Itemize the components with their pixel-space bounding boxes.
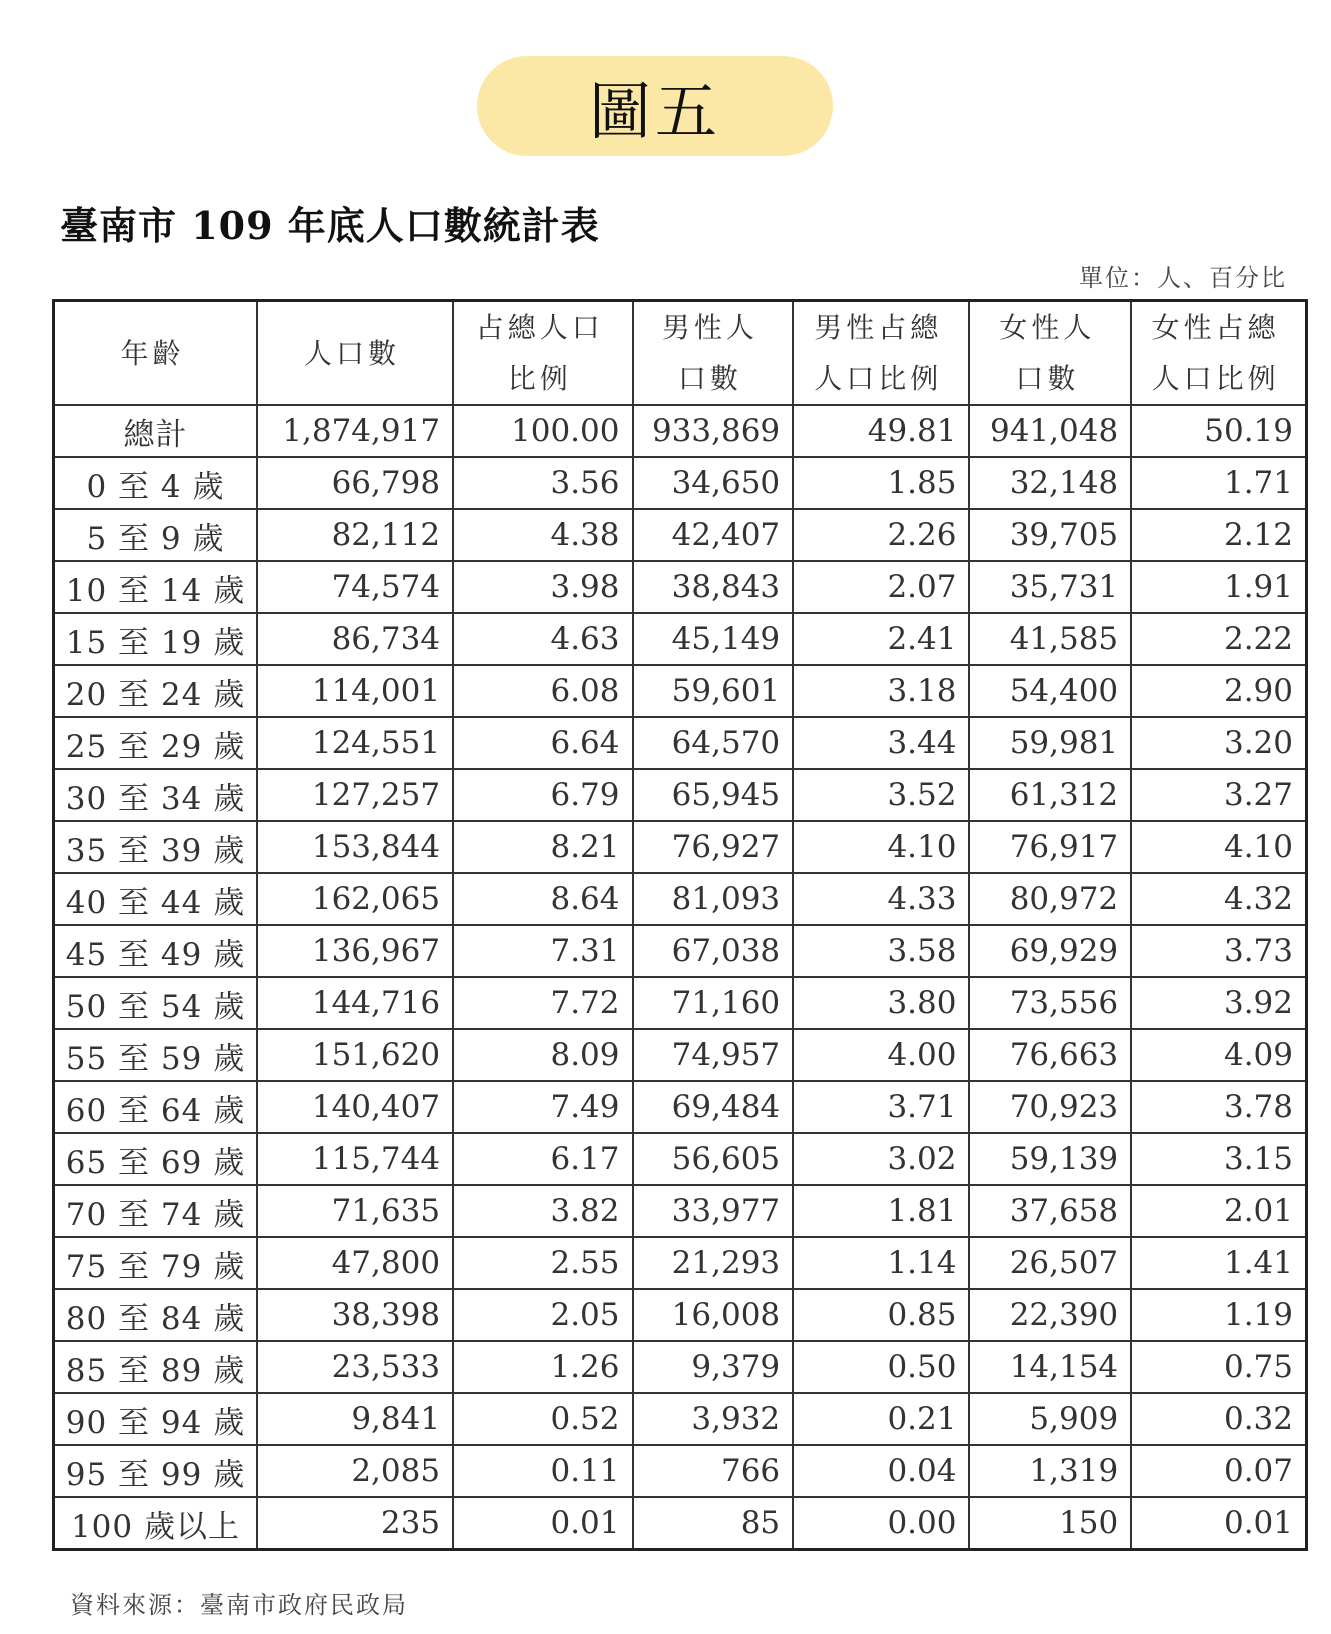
male-ratio-cell: 0.21 bbox=[793, 1393, 969, 1445]
male-cell: 3,932 bbox=[633, 1393, 794, 1445]
ratio-cell: 3.56 bbox=[453, 457, 632, 509]
female-ratio-cell: 50.19 bbox=[1131, 405, 1306, 457]
population-cell: 74,574 bbox=[257, 561, 453, 613]
total-row bbox=[54, 405, 1307, 457]
table-row bbox=[54, 1029, 1307, 1081]
female-cell: 39,705 bbox=[969, 509, 1131, 561]
table-row bbox=[54, 665, 1307, 717]
female-cell: 941,048 bbox=[969, 405, 1131, 457]
male-cell: 81,093 bbox=[633, 873, 794, 925]
male-cell: 933,869 bbox=[633, 405, 794, 457]
table-row bbox=[54, 561, 1307, 613]
male-cell: 45,149 bbox=[633, 613, 794, 665]
age-cell: 40 至 44 歲 bbox=[54, 873, 257, 925]
male-ratio-cell: 4.33 bbox=[793, 873, 969, 925]
ratio-cell: 4.63 bbox=[453, 613, 632, 665]
population-cell: 235 bbox=[257, 1497, 453, 1550]
male-ratio-cell: 3.18 bbox=[793, 665, 969, 717]
population-cell: 115,744 bbox=[257, 1133, 453, 1185]
female-ratio-cell: 1.41 bbox=[1131, 1237, 1306, 1289]
header-female: 女性人 口數 bbox=[969, 301, 1131, 406]
population-cell: 23,533 bbox=[257, 1341, 453, 1393]
female-ratio-cell: 2.12 bbox=[1131, 509, 1306, 561]
female-ratio-cell: 3.27 bbox=[1131, 769, 1306, 821]
population-cell: 2,085 bbox=[257, 1445, 453, 1497]
header-female-ratio: 女性占總 人口比例 bbox=[1131, 301, 1306, 406]
table-row bbox=[54, 717, 1307, 769]
figure-label-badge: 圖五 bbox=[477, 56, 833, 156]
ratio-cell: 7.49 bbox=[453, 1081, 632, 1133]
female-cell: 26,507 bbox=[969, 1237, 1131, 1289]
age-cell: 30 至 34 歲 bbox=[54, 769, 257, 821]
age-cell: 75 至 79 歲 bbox=[54, 1237, 257, 1289]
population-cell: 1,874,917 bbox=[257, 405, 453, 457]
age-cell: 70 至 74 歲 bbox=[54, 1185, 257, 1237]
age-cell: 85 至 89 歲 bbox=[54, 1341, 257, 1393]
female-cell: 76,663 bbox=[969, 1029, 1131, 1081]
male-ratio-cell: 3.80 bbox=[793, 977, 969, 1029]
age-cell: 55 至 59 歲 bbox=[54, 1029, 257, 1081]
male-ratio-cell: 3.52 bbox=[793, 769, 969, 821]
female-cell: 14,154 bbox=[969, 1341, 1131, 1393]
population-cell: 66,798 bbox=[257, 457, 453, 509]
male-cell: 42,407 bbox=[633, 509, 794, 561]
population-cell: 86,734 bbox=[257, 613, 453, 665]
male-ratio-cell: 3.71 bbox=[793, 1081, 969, 1133]
header-ratio: 占總人口 比例 bbox=[453, 301, 632, 406]
female-ratio-cell: 1.71 bbox=[1131, 457, 1306, 509]
female-cell: 37,658 bbox=[969, 1185, 1131, 1237]
ratio-cell: 4.38 bbox=[453, 509, 632, 561]
ratio-cell: 2.55 bbox=[453, 1237, 632, 1289]
male-ratio-cell: 0.00 bbox=[793, 1497, 969, 1550]
male-cell: 64,570 bbox=[633, 717, 794, 769]
female-ratio-cell: 3.73 bbox=[1131, 925, 1306, 977]
population-cell: 162,065 bbox=[257, 873, 453, 925]
header-male: 男性人 口數 bbox=[633, 301, 794, 406]
female-cell: 32,148 bbox=[969, 457, 1131, 509]
female-cell: 61,312 bbox=[969, 769, 1131, 821]
female-cell: 73,556 bbox=[969, 977, 1131, 1029]
male-ratio-cell: 4.10 bbox=[793, 821, 969, 873]
ratio-cell: 100.00 bbox=[453, 405, 632, 457]
table-row bbox=[54, 1133, 1307, 1185]
female-cell: 5,909 bbox=[969, 1393, 1131, 1445]
female-ratio-cell: 2.90 bbox=[1131, 665, 1306, 717]
male-ratio-cell: 0.85 bbox=[793, 1289, 969, 1341]
table-row bbox=[54, 1341, 1307, 1393]
male-ratio-cell: 49.81 bbox=[793, 405, 969, 457]
table-row bbox=[54, 1185, 1307, 1237]
female-ratio-cell: 0.75 bbox=[1131, 1341, 1306, 1393]
age-cell: 45 至 49 歲 bbox=[54, 925, 257, 977]
population-cell: 140,407 bbox=[257, 1081, 453, 1133]
ratio-cell: 8.09 bbox=[453, 1029, 632, 1081]
age-cell: 25 至 29 歲 bbox=[54, 717, 257, 769]
male-cell: 74,957 bbox=[633, 1029, 794, 1081]
population-cell: 47,800 bbox=[257, 1237, 453, 1289]
age-cell: 65 至 69 歲 bbox=[54, 1133, 257, 1185]
male-cell: 56,605 bbox=[633, 1133, 794, 1185]
male-cell: 34,650 bbox=[633, 457, 794, 509]
table-row bbox=[54, 1393, 1307, 1445]
female-cell: 22,390 bbox=[969, 1289, 1131, 1341]
male-cell: 33,977 bbox=[633, 1185, 794, 1237]
ratio-cell: 8.64 bbox=[453, 873, 632, 925]
age-cell: 10 至 14 歲 bbox=[54, 561, 257, 613]
ratio-cell: 7.31 bbox=[453, 925, 632, 977]
population-cell: 124,551 bbox=[257, 717, 453, 769]
male-cell: 9,379 bbox=[633, 1341, 794, 1393]
ratio-cell: 6.17 bbox=[453, 1133, 632, 1185]
female-cell: 69,929 bbox=[969, 925, 1131, 977]
ratio-cell: 8.21 bbox=[453, 821, 632, 873]
female-ratio-cell: 4.09 bbox=[1131, 1029, 1306, 1081]
age-cell: 100 歲以上 bbox=[54, 1497, 257, 1550]
female-cell: 59,139 bbox=[969, 1133, 1131, 1185]
table-row bbox=[54, 925, 1307, 977]
female-cell: 76,917 bbox=[969, 821, 1131, 873]
male-ratio-cell: 2.07 bbox=[793, 561, 969, 613]
source-note: 資料來源：臺南市政府民政局 bbox=[70, 1591, 408, 1619]
female-cell: 54,400 bbox=[969, 665, 1131, 717]
male-cell: 59,601 bbox=[633, 665, 794, 717]
female-ratio-cell: 0.32 bbox=[1131, 1393, 1306, 1445]
table-row bbox=[54, 613, 1307, 665]
female-cell: 41,585 bbox=[969, 613, 1131, 665]
age-cell: 0 至 4 歲 bbox=[54, 457, 257, 509]
table-row bbox=[54, 1497, 1307, 1550]
female-ratio-cell: 1.19 bbox=[1131, 1289, 1306, 1341]
population-cell: 71,635 bbox=[257, 1185, 453, 1237]
age-cell: 95 至 99 歲 bbox=[54, 1445, 257, 1497]
ratio-cell: 0.11 bbox=[453, 1445, 632, 1497]
ratio-cell: 3.98 bbox=[453, 561, 632, 613]
population-cell: 127,257 bbox=[257, 769, 453, 821]
female-ratio-cell: 3.78 bbox=[1131, 1081, 1306, 1133]
male-cell: 71,160 bbox=[633, 977, 794, 1029]
population-cell: 9,841 bbox=[257, 1393, 453, 1445]
male-cell: 38,843 bbox=[633, 561, 794, 613]
table-row bbox=[54, 1081, 1307, 1133]
table-row bbox=[54, 1237, 1307, 1289]
male-ratio-cell: 3.44 bbox=[793, 717, 969, 769]
female-cell: 35,731 bbox=[969, 561, 1131, 613]
age-cell: 80 至 84 歲 bbox=[54, 1289, 257, 1341]
age-cell: 5 至 9 歲 bbox=[54, 509, 257, 561]
table-body bbox=[54, 405, 1307, 1550]
male-cell: 85 bbox=[633, 1497, 794, 1550]
ratio-cell: 7.72 bbox=[453, 977, 632, 1029]
population-cell: 38,398 bbox=[257, 1289, 453, 1341]
male-cell: 21,293 bbox=[633, 1237, 794, 1289]
ratio-cell: 6.79 bbox=[453, 769, 632, 821]
age-cell: 50 至 54 歲 bbox=[54, 977, 257, 1029]
population-cell: 82,112 bbox=[257, 509, 453, 561]
header-male-ratio: 男性占總 人口比例 bbox=[793, 301, 969, 406]
female-ratio-cell: 3.15 bbox=[1131, 1133, 1306, 1185]
female-ratio-cell: 3.92 bbox=[1131, 977, 1306, 1029]
male-ratio-cell: 0.50 bbox=[793, 1341, 969, 1393]
male-ratio-cell: 1.14 bbox=[793, 1237, 969, 1289]
female-ratio-cell: 4.32 bbox=[1131, 873, 1306, 925]
male-ratio-cell: 2.41 bbox=[793, 613, 969, 665]
table-row bbox=[54, 821, 1307, 873]
male-cell: 766 bbox=[633, 1445, 794, 1497]
ratio-cell: 0.01 bbox=[453, 1497, 632, 1550]
population-cell: 144,716 bbox=[257, 977, 453, 1029]
male-ratio-cell: 3.02 bbox=[793, 1133, 969, 1185]
ratio-cell: 1.26 bbox=[453, 1341, 632, 1393]
population-cell: 114,001 bbox=[257, 665, 453, 717]
population-table bbox=[52, 299, 1308, 1551]
age-cell: 90 至 94 歲 bbox=[54, 1393, 257, 1445]
female-cell: 70,923 bbox=[969, 1081, 1131, 1133]
female-ratio-cell: 4.10 bbox=[1131, 821, 1306, 873]
male-ratio-cell: 3.58 bbox=[793, 925, 969, 977]
header-row bbox=[54, 301, 1307, 406]
female-cell: 80,972 bbox=[969, 873, 1131, 925]
table-row bbox=[54, 977, 1307, 1029]
female-ratio-cell: 0.01 bbox=[1131, 1497, 1306, 1550]
male-ratio-cell: 1.81 bbox=[793, 1185, 969, 1237]
female-cell: 59,981 bbox=[969, 717, 1131, 769]
male-cell: 16,008 bbox=[633, 1289, 794, 1341]
table-row bbox=[54, 1289, 1307, 1341]
population-cell: 136,967 bbox=[257, 925, 453, 977]
age-cell: 15 至 19 歲 bbox=[54, 613, 257, 665]
female-ratio-cell: 1.91 bbox=[1131, 561, 1306, 613]
header-age: 年齡 bbox=[54, 301, 257, 406]
female-cell: 1,319 bbox=[969, 1445, 1131, 1497]
female-ratio-cell: 2.22 bbox=[1131, 613, 1306, 665]
unit-note: 單位：人、百分比 bbox=[1079, 264, 1287, 292]
population-cell: 151,620 bbox=[257, 1029, 453, 1081]
female-cell: 150 bbox=[969, 1497, 1131, 1550]
male-cell: 76,927 bbox=[633, 821, 794, 873]
table-row bbox=[54, 1445, 1307, 1497]
table-title: 臺南市 109 年底人口數統計表 bbox=[60, 203, 600, 248]
ratio-cell: 6.64 bbox=[453, 717, 632, 769]
ratio-cell: 3.82 bbox=[453, 1185, 632, 1237]
table-row bbox=[54, 769, 1307, 821]
population-cell: 153,844 bbox=[257, 821, 453, 873]
male-cell: 67,038 bbox=[633, 925, 794, 977]
male-cell: 69,484 bbox=[633, 1081, 794, 1133]
ratio-cell: 0.52 bbox=[453, 1393, 632, 1445]
male-ratio-cell: 0.04 bbox=[793, 1445, 969, 1497]
male-cell: 65,945 bbox=[633, 769, 794, 821]
female-ratio-cell: 2.01 bbox=[1131, 1185, 1306, 1237]
age-cell: 20 至 24 歲 bbox=[54, 665, 257, 717]
age-cell: 35 至 39 歲 bbox=[54, 821, 257, 873]
ratio-cell: 2.05 bbox=[453, 1289, 632, 1341]
table-row bbox=[54, 873, 1307, 925]
header-population: 人口數 bbox=[257, 301, 453, 406]
table-row bbox=[54, 457, 1307, 509]
male-ratio-cell: 2.26 bbox=[793, 509, 969, 561]
female-ratio-cell: 0.07 bbox=[1131, 1445, 1306, 1497]
male-ratio-cell: 4.00 bbox=[793, 1029, 969, 1081]
male-ratio-cell: 1.85 bbox=[793, 457, 969, 509]
ratio-cell: 6.08 bbox=[453, 665, 632, 717]
female-ratio-cell: 3.20 bbox=[1131, 717, 1306, 769]
age-cell: 60 至 64 歲 bbox=[54, 1081, 257, 1133]
table-row bbox=[54, 509, 1307, 561]
age-cell: 總計 bbox=[54, 405, 257, 457]
